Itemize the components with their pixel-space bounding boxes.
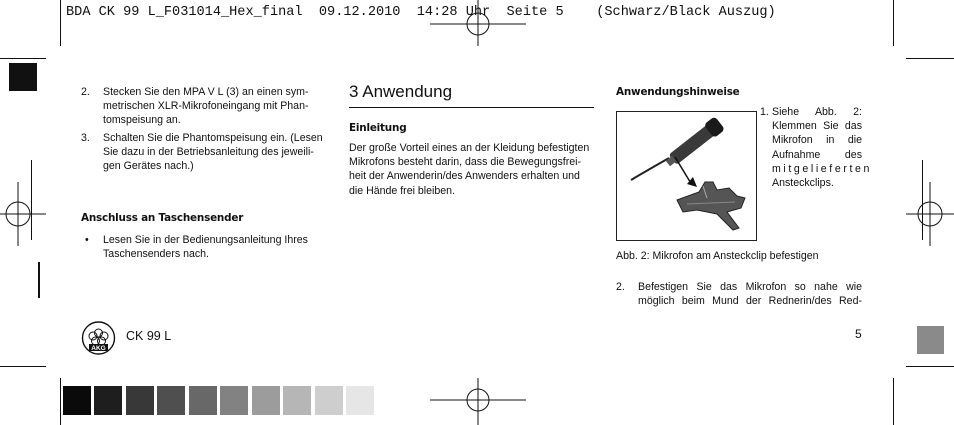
logo-text: AKG [91, 345, 106, 352]
swatch-8 [283, 386, 311, 415]
step-line: gen Gerätes nach.) [103, 160, 194, 173]
step1-item [760, 105, 872, 195]
registration-crosshair-left [0, 182, 46, 246]
subheading-taschensender: Anschluss an Taschensender [81, 212, 244, 224]
step-line: Ansteckclips. [772, 177, 834, 190]
bullet-line: Lesen Sie in der Bedienungsanleitung Ihres [103, 234, 308, 246]
step-line: Klemmen Sie das [772, 120, 862, 133]
microphone-clip-illustration [617, 112, 756, 240]
figure-microphone-clip [616, 111, 757, 241]
step-line: metrischen XLR-Mikrofoneingang mit Phan- [103, 100, 309, 113]
crop-mark-bottom-left-v [60, 378, 61, 425]
step2-item [616, 280, 862, 310]
step-number: 3. [81, 132, 90, 144]
swatch-3 [126, 386, 154, 415]
step-text [638, 280, 862, 308]
step-line: Aufnahme des [772, 148, 862, 161]
crop-mark-top-left-h [0, 58, 46, 59]
akg-logo [80, 321, 117, 355]
paragraph-line: heit der Anwenderin/des Anwenders erhalten und [349, 170, 580, 183]
swatch-10 [346, 386, 374, 415]
bullet-line: Taschensenders nach. [103, 248, 210, 261]
subheading-einleitung: Einleitung [349, 122, 407, 134]
registration-crosshair-bottom [430, 378, 526, 425]
crop-mark-top-right-v [893, 0, 894, 46]
step-line: Mikrofon in die [772, 134, 862, 147]
akg-logo-icon [80, 321, 117, 355]
step-line: Stecken Sie den MPA V L (3) an einen sym- [103, 86, 309, 98]
swatch-7 [252, 386, 280, 415]
page-number: 5 [855, 327, 862, 341]
bullet-symbol: • [85, 234, 89, 246]
intro-paragraph [349, 141, 594, 198]
swatch-5 [189, 386, 217, 415]
crop-mark-bottom-right-h [906, 366, 954, 367]
print-header: BDA CK 99 L_F031014_Hex_final 09.12.2010 14:28 Uhr Seite 5 (Schwarz/Black Auszug) [66, 5, 776, 20]
step-text [103, 85, 325, 128]
crop-mark-top-right-h [906, 58, 954, 59]
step-line: mitgelieferten [772, 162, 872, 175]
model-name: CK 99 L [126, 329, 172, 343]
left-column [81, 85, 325, 275]
step-text [103, 131, 325, 174]
paragraph-line: Der große Vorteil eines an der Kleidung befestigten [349, 142, 590, 154]
registration-crosshair-right [906, 182, 954, 246]
step-item [81, 85, 325, 129]
step-line: tomspeisung an. [103, 114, 181, 127]
step-number: 2. [81, 86, 90, 98]
step-text [772, 105, 872, 190]
swatch-2 [94, 386, 122, 415]
swatch-4 [157, 386, 185, 415]
crop-mark-bottom-right-v [893, 378, 894, 425]
paragraph-line: Mikrofons besteht darin, dass die Bewegungsfrei- [349, 156, 582, 169]
section-title-rule [349, 107, 594, 108]
middle-column [349, 82, 594, 212]
crop-mark-top-left-v [60, 0, 61, 46]
thumb-tab-gray [917, 326, 944, 354]
swatch-9 [315, 386, 343, 415]
thumb-tab-black [9, 63, 37, 91]
registration-crosshair-top [430, 0, 526, 46]
swatch-6 [220, 386, 248, 415]
swatch-1 [63, 386, 91, 415]
step-line: Befestigen Sie das Mikrofon so nahe wie [638, 281, 862, 293]
step-line: Siehe Abb. 2: [772, 106, 862, 118]
side-mark-left-2 [38, 262, 40, 298]
paragraph-line: die Hände frei bleiben. [349, 184, 456, 197]
bullet-text [103, 233, 325, 261]
step-line: Schalten Sie die Phantomspeisung ein. (Lesen [103, 132, 323, 144]
step-item [81, 131, 325, 175]
step-number: 2. [616, 281, 625, 293]
bullet-item [81, 233, 325, 263]
step-line: Sie dazu in der Betriebsanleitung des jeweili- [103, 146, 314, 159]
figure-caption: Abb. 2: Mikrofon am Ansteckclip befestigen [616, 250, 819, 262]
section-title: 3 Anwendung [349, 82, 453, 101]
crop-mark-bottom-left-h [0, 366, 46, 367]
subheading-anwendungshinweise: Anwendungshinweise [616, 86, 740, 98]
step-line: möglich beim Mund der Rednerin/des Red- [638, 295, 862, 308]
step-number: 1. [760, 106, 769, 118]
